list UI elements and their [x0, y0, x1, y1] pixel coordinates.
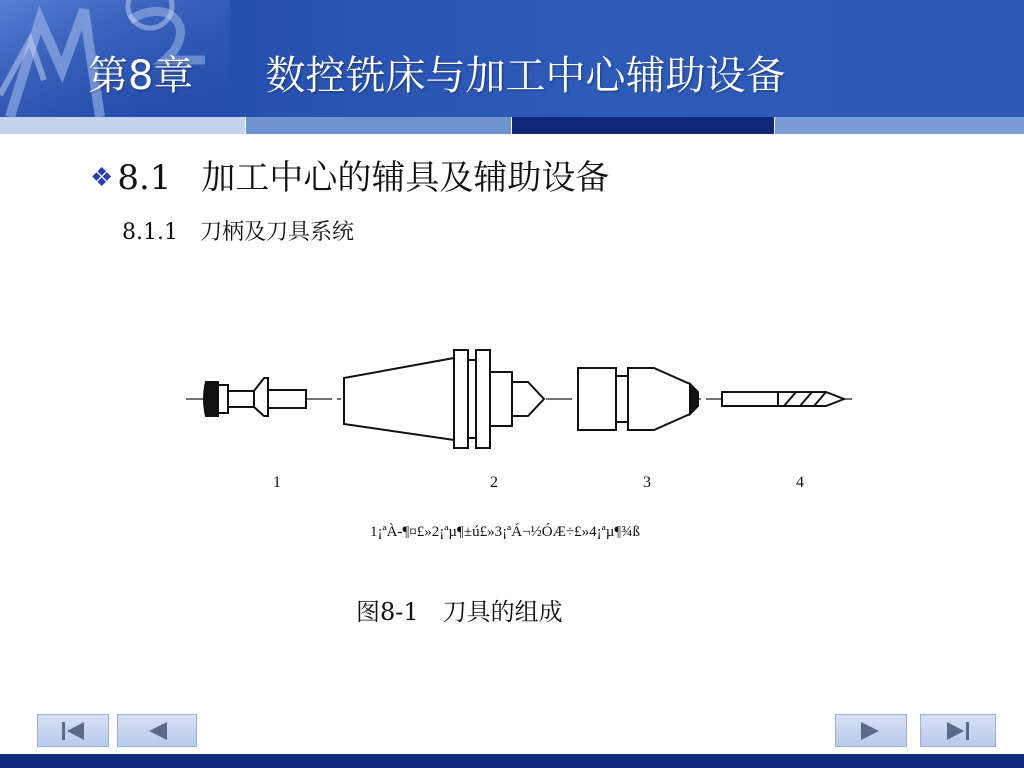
- caption-number: 图8-1: [356, 598, 419, 626]
- caption-title: 刀具的组成: [442, 598, 563, 626]
- previous-slide-button[interactable]: [117, 714, 197, 747]
- diamond-bullet-icon: ❖: [90, 163, 114, 193]
- first-slide-button[interactable]: [37, 714, 109, 747]
- next-slide-button[interactable]: [835, 714, 907, 747]
- stripe-segment: [512, 117, 775, 134]
- section-title: 加工中心的辅具及辅助设备: [201, 158, 610, 198]
- part-label-2: 2: [490, 474, 498, 491]
- first-slide-icon: [58, 720, 88, 742]
- previous-slide-icon: [142, 720, 172, 742]
- section-number: 8.1: [117, 158, 172, 198]
- chapter-title: 数控铣床与加工中心辅助设备: [265, 53, 786, 99]
- tool-system-drawing: [178, 340, 858, 450]
- subsection-number: 8.1.1: [122, 220, 178, 245]
- last-slide-icon: [943, 720, 973, 742]
- figure-caption: [356, 592, 563, 627]
- drill-bit-part: [722, 392, 844, 406]
- header-banner: [0, 0, 1024, 117]
- footer-bar: [0, 754, 1024, 768]
- stripe-segment: [246, 117, 512, 134]
- slide-title: [88, 50, 785, 102]
- section-heading: [90, 156, 609, 200]
- stripe-segment: [775, 117, 1024, 134]
- chapter-label: 第8章: [88, 53, 194, 99]
- part-label-4: 4: [796, 474, 804, 491]
- connector-part: [578, 368, 698, 430]
- last-slide-button[interactable]: [920, 714, 996, 747]
- stripe-segment: [0, 117, 246, 134]
- subsection-heading: [122, 218, 354, 248]
- figure-legend: 1¡ªÀ-¶¤£»2¡ªµ¶±ú£»3¡ªÁ¬½ÓÆ÷£»4¡ªµ¶¾ß: [370, 524, 640, 540]
- subsection-title: 刀柄及刀具系统: [199, 220, 354, 245]
- header-stripe: [0, 117, 1024, 134]
- part-label-3: 3: [643, 474, 651, 491]
- part-label-1: 1: [273, 474, 281, 491]
- pull-stud-part: [204, 378, 306, 416]
- tool-holder-part: [344, 350, 544, 448]
- next-slide-icon: [856, 720, 886, 742]
